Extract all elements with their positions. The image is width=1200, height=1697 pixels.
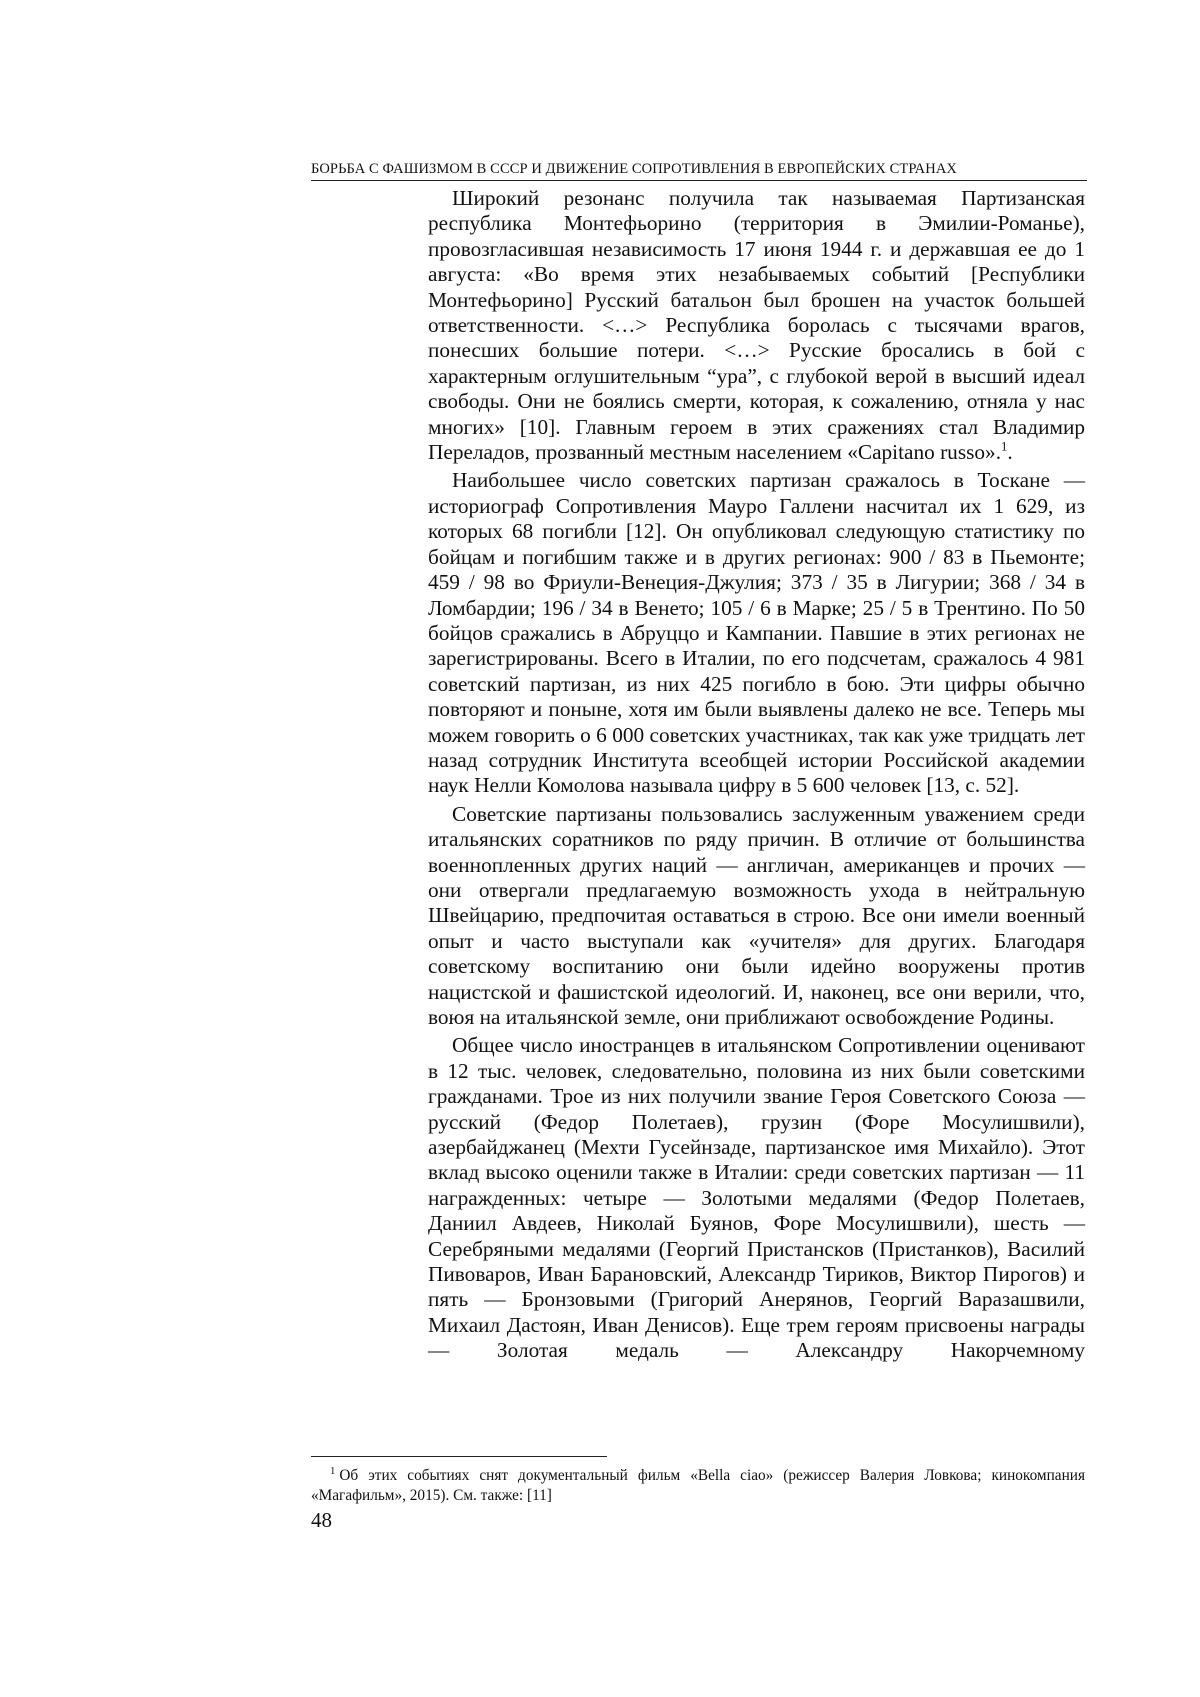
header-rule [311, 180, 1087, 181]
paragraph [428, 1033, 1085, 1363]
running-header: БОРЬБА С ФАШИЗМОМ В СССР И ДВИЖЕНИЕ СОПРОТИВЛЕНИЯ В ЕВРОПЕЙСКИХ СТРАНАХ [311, 161, 957, 177]
main-text [428, 186, 1085, 1367]
footnote [311, 1466, 1085, 1506]
paragraph-text: Наибольшее число советских партизан сражалось в Тоскане — историограф Сопротивления Мауро Галлени насчитал их 1 629, из которых 68 погибли [12]. Он опубликовал следующую статистику по бойцам и погибшим также и в других регионах: 900 / 83 в Пьемонте; 459 / 98 во Фриули-Венеция-Джулия; 373 / 35 в Лигурии; 368 / 34 в Ломбардии; 196 / 34 в Венето; 105 / 6 в Марке; 25 / 5 в Трентино. По 50 бойцов сражались в Абруццо и Кампании. Павшие в этих регионах не зарегистрированы. Всего в Италии, по его подсчетам, сражалось 4 981 советский партизан, из них 425 погибло в бою. Эти цифры обычно повторяют и поныне, хотя им были выявлены далеко не все. Теперь мы можем говорить о 6 000 советских участниках, так как уже тридцать лет назад сотрудник Института всеобщей истории Российской академии наук Нелли Комолова называла цифру в 5 600 человек [13, с. 52]. [428, 468, 1085, 798]
paragraph [428, 802, 1085, 1031]
paragraph: Широкий резонанс получила так называемая Партизанская республика Монтефьорино (территория в Эмилии-Романье), провозгласившая независимость 17 июня 1944 г. и державшая ее до 1 августа: «Во время этих незабываемых событий [Республики Монтефьорино] Русский батальон был брошен на участок большей ответственности. <…> Республика боролась с тысячами врагов, понесших большие потери. <…> Русские бросались в бой с характерным оглушительным “ура”, с глубокой верой в высший идеал свободы. Они не боялись смерти, которая, к сожалению, отняла у нас многих» [10]. Главным героем в этих сражениях стал Владимир Переладов, прозванный местным населением «Capitano russo».$^1$. [428, 186, 1085, 465]
footnote-number: 1 [330, 1465, 336, 1478]
paragraph-text: Советские партизаны пользовались заслуженным уважением среди итальянских соратников по ряду причин. В отличие от большинства военнопленных других наций — англичан, американцев и прочих — они отвергали предлагаемую возможность ухода в нейтральную Швейцарию, предпочитая оставаться в строю. Все они имели военный опыт и часто выступали как «учителя» для других. Благодаря советскому воспитанию они были идейно вооружены против нацистской и фашистской идеологий. И, наконец, все они верили, что, воюя на итальянской земле, они приближают освобождение Родины. [428, 801, 1085, 1029]
footnote-text: Об этих событиях снят документальный фильм «Bella ciao» (режиссер Валерия Ловкова; кинокомпания «Магафильм», 2015). См. также: [11] [311, 1467, 1085, 1504]
paragraph [428, 468, 1085, 798]
page-number: 48 [311, 1508, 332, 1532]
footnote-mark: 1 [1001, 439, 1008, 454]
paragraph-text: Общее число иностранцев в итальянском Сопротивлении оценивают в 12 тыс. человек, следовательно, половина из них были советскими гражданами. Трое из них получили звание Героя Советского Союза — русский (Федор Полетаев), грузин (Форе Мосулишвили), азербайджанец (Мехти Гусейнзаде, партизанское имя Михайло). Этот вклад высоко оценили также в Италии: среди советских партизан — 11 награжденных: четыре — Золотыми медалями (Федор Полетаев, Даниил Авдеев, Николай Буянов, Форе Мосулишвили), шесть — Серебряными медалями (Георгий Пристансков (Пристанков), Василий Пивоваров, Иван Барановский, Александр Тириков, Виктор Пирогов) и пять — Бронзовыми (Григорий Анерянов, Георгий Варазашвили, Михаил Дастоян, Иван Денисов). Еще трем героям присвоены награды — Золотая медаль — Александру Накорчемному [428, 1033, 1085, 1363]
footnote-rule [311, 1456, 607, 1457]
paragraph-text: Широкий резонанс получила так называемая Партизанская республика Монтефьорино (территория в Эмилии-Романье), провозгласившая независимость 17 июня 1944 г. и державшая ее до 1 августа: «Во время этих незабываемых событий [Республики Монтефьорино] Русский батальон был брошен на участок большей ответственности. <…> Республика боролась с тысячами врагов, понесших большие потери. <…> Русские бросались в бой с характерным оглушительным “ура”, с глубокой верой в высший идеал свободы. Они не боялись смерти, которая, к сожалению, отняла у нас многих» [10]. Главным героем в этих сражениях стал Владимир Переладов, прозванный местным населением «Capitano russo». [428, 186, 1085, 465]
